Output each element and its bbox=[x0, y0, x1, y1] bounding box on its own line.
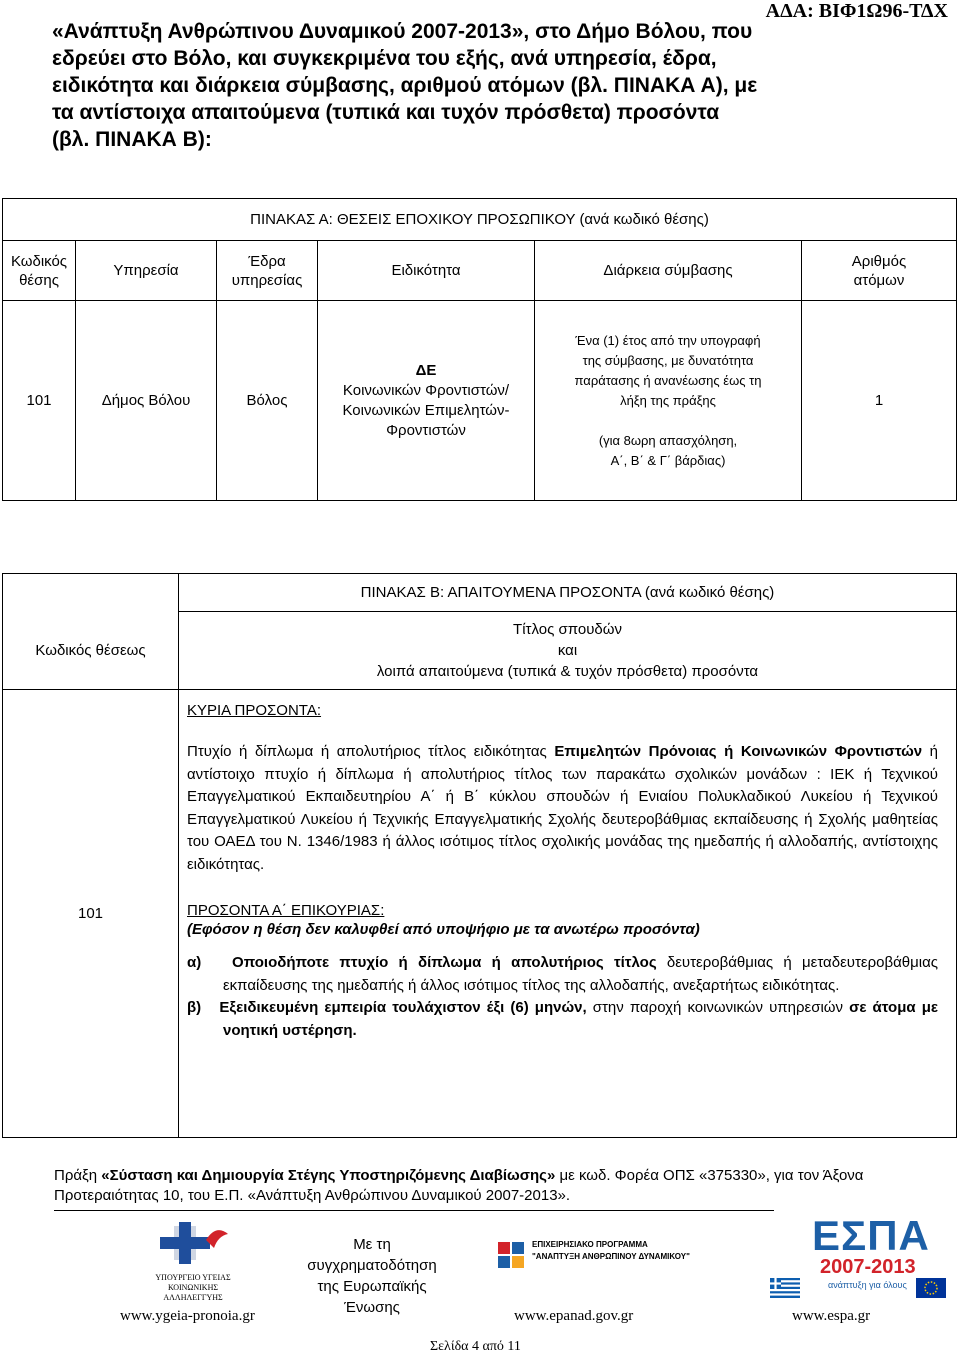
espa-tagline: ανάπτυξη για όλους bbox=[828, 1280, 907, 1290]
intro-line: (βλ. ΠΙΝΑΚΑ Β): bbox=[52, 128, 212, 151]
aux-heading: ΠΡΟΣΟΝΤΑ Α΄ ΕΠΙΚΟΥΡΙΑΣ: bbox=[187, 902, 385, 919]
row-code-b: 101 bbox=[3, 690, 179, 1138]
greek-cross-icon bbox=[150, 1218, 236, 1268]
row-service: Δήμος Βόλου bbox=[76, 301, 217, 501]
program-logo bbox=[496, 1238, 726, 1278]
main-text: Πτυχίο ή δίπλωμα ή απολυτήριος τίτλος ειδικότητας Επιμελητών Πρόνοιας ή Κοινωνικών Φροντιστών ή αντίστοιχο πτυχίο ή δίπλωμα ή απολυτήριος τίτλος των παρακάτω σχολικών μονάδων : ΙΕΚ ή Τεχνικού Επαγγελματικού Εκπαιδευτηρίου Α΄ ή Β΄ κύκλου σπουδών ή Ενιαίου Πολυκλαδικού Λυκείου ή Τεχνικού Επαγγελματικού Λυκείου ή Τεχνικής Επαγγελματικής Σχολής δευτεροβάθμιας εκπαίδευσης ή Σχολής μαθητείας του ΟΑΕΔ του Ν. 1346/1983 ή άλλος ισότιμος τίτλος σχολικής μονάδας της ημεδαπής ή αλλοδαπής, αντίστοιχης ειδικότητας. bbox=[187, 743, 938, 873]
row-specialty: ΔΕ Κοινωνικών Φροντιστών/ Κοινωνικών Επιμελητών- Φροντιστών bbox=[318, 301, 535, 501]
header-count: Αριθμός ατόμων bbox=[802, 241, 957, 301]
header-service: Υπηρεσία bbox=[76, 241, 217, 301]
intro-line: τα αντίστοιχα απαιτούμενα (τυπικά και τυχόν πρόσθετα) προσόντα bbox=[52, 101, 720, 124]
header-code-b: Κωδικός θέσεως bbox=[3, 612, 179, 690]
url-ygeia[interactable]: www.ygeia-pronoia.gr bbox=[120, 1308, 255, 1324]
eu-flag-icon bbox=[916, 1278, 946, 1298]
header-code: Κωδικός θέσης bbox=[3, 241, 76, 301]
ada-code: ΑΔΑ: ΒΙΦ1Ω96-ΤΔΧ bbox=[765, 0, 948, 22]
table-b bbox=[2, 573, 957, 1138]
table-a-caption: ΠΙΝΑΚΑΣ Α: ΘΕΣΕΙΣ ΕΠΟΧΙΚΟΥ ΠΡΟΣΩΠΙΚΟΥ (ανά κωδικό θέσης) bbox=[3, 199, 957, 241]
greek-flag-icon bbox=[770, 1278, 800, 1298]
table-a bbox=[2, 198, 957, 501]
header-title: Τίτλος σπουδών και λοιπά απαιτούμενα (τυπικά & τυχόν πρόσθετα) προσόντα bbox=[179, 612, 957, 690]
espa-title: ΕΣΠΑ bbox=[812, 1212, 930, 1259]
qualifications-cell bbox=[179, 690, 957, 1138]
program-icon bbox=[496, 1240, 526, 1270]
espa-logo bbox=[768, 1212, 948, 1302]
main-heading: ΚΥΡΙΑ ΠΡΟΣΟΝΤΑ: bbox=[187, 702, 322, 719]
header-seat: Έδρα υπηρεσίας bbox=[217, 241, 318, 301]
header-duration: Διάρκεια σύμβασης bbox=[535, 241, 802, 301]
espa-years: 2007-2013 bbox=[820, 1256, 916, 1278]
url-epanad[interactable]: www.epanad.gov.gr bbox=[514, 1308, 634, 1324]
page-number: Σελίδα 4 από 11 bbox=[430, 1339, 521, 1354]
row-seat: Βόλος bbox=[217, 301, 318, 501]
intro-paragraph bbox=[52, 18, 912, 153]
url-espa[interactable]: www.espa.gr bbox=[792, 1308, 871, 1324]
ministry-name-2: ΚΟΙΝΩΝΙΚΗΣ ΑΛΛΗΛΕΓΓΥΗΣ bbox=[163, 1283, 223, 1302]
row-duration: Ένα (1) έτος από την υπογραφή της σύμβασης, με δυνατότητα παράτασης ή ανανέωσης έως τη λήξη της πράξης (για 8ωρη απασχόληση, Α΄, Β΄ & Γ΄ βάρδιας) bbox=[535, 301, 802, 501]
aux-item-b: β) Εξειδικευμένη εμπειρία τουλάχιστον έξι (6) μηνών, στην παροχή κοινωνικών υπηρεσιών σε άτομα με νοητική υστέρηση. bbox=[187, 999, 938, 1039]
table-b-corner bbox=[3, 574, 179, 612]
header-specialty: Ειδικότητα bbox=[318, 241, 535, 301]
intro-line: ειδικότητα και διάρκεια σύμβασης, αριθμού ατόμων (βλ. ΠΙΝΑΚΑ Α), με bbox=[52, 74, 758, 97]
footer-text: Πράξη «Σύσταση και Δημιουργία Στέγης Υποστηριζόμενης Διαβίωσης» με κωδ. Φορέα ΟΠΣ «375330», για τον Άξονα Προτεραιότητας 10, του Ε.Π. «Ανάπτυξη Ανθρώπινου Δυναμικού 2007-2013». bbox=[54, 1167, 864, 1204]
intro-line: εδρεύει στο Βόλο, και συγκεκριμένα του εξής, ανά υπηρεσία, έδρα, bbox=[52, 47, 717, 70]
intro-line: «Ανάπτυξη Ανθρώπινου Δυναμικού 2007-2013», στο Δήμο Βόλου, που bbox=[52, 20, 753, 43]
aux-item-a: α) Οποιοδήποτε πτυχίο ή δίπλωμα ή απολυτήριος τίτλος δευτεροβάθμιας ή μεταδευτεροβάθμιας εκπαίδευσης της ημεδαπής ή άλλος ισότιμος τίτλος της αλλοδαπής, ανεξαρτήτως ειδικότητας. bbox=[187, 954, 938, 994]
program-line-2: "ΑΝΑΠΤΥΞΗ ΑΝΘΡΩΠΙΝΟΥ ΔΥΝΑΜΙΚΟΥ" bbox=[532, 1252, 690, 1261]
ministry-logo bbox=[150, 1218, 236, 1302]
cofund-text: Με τη συγχρηματοδότηση της Ευρωπαϊκής Ένωσης bbox=[307, 1236, 437, 1316]
aux-note: (Εφόσον η θέση δεν καλυφθεί από υποψήφιο με τα ανωτέρω προσόντα) bbox=[187, 921, 700, 938]
row-code: 101 bbox=[3, 301, 76, 501]
row-count: 1 bbox=[802, 301, 957, 501]
table-b-caption: ΠΙΝΑΚΑΣ Β: ΑΠΑΙΤΟΥΜΕΝΑ ΠΡΟΣΟΝΤΑ (ανά κωδικό θέσης) bbox=[179, 574, 957, 612]
program-line-1: ΕΠΙΧΕΙΡΗΣΙΑΚΟ ΠΡΟΓΡΑΜΜΑ bbox=[532, 1240, 648, 1249]
footer-divider bbox=[54, 1210, 774, 1211]
ministry-name-1: ΥΠΟΥΡΓΕΙΟ ΥΓΕΙΑΣ bbox=[155, 1273, 231, 1282]
